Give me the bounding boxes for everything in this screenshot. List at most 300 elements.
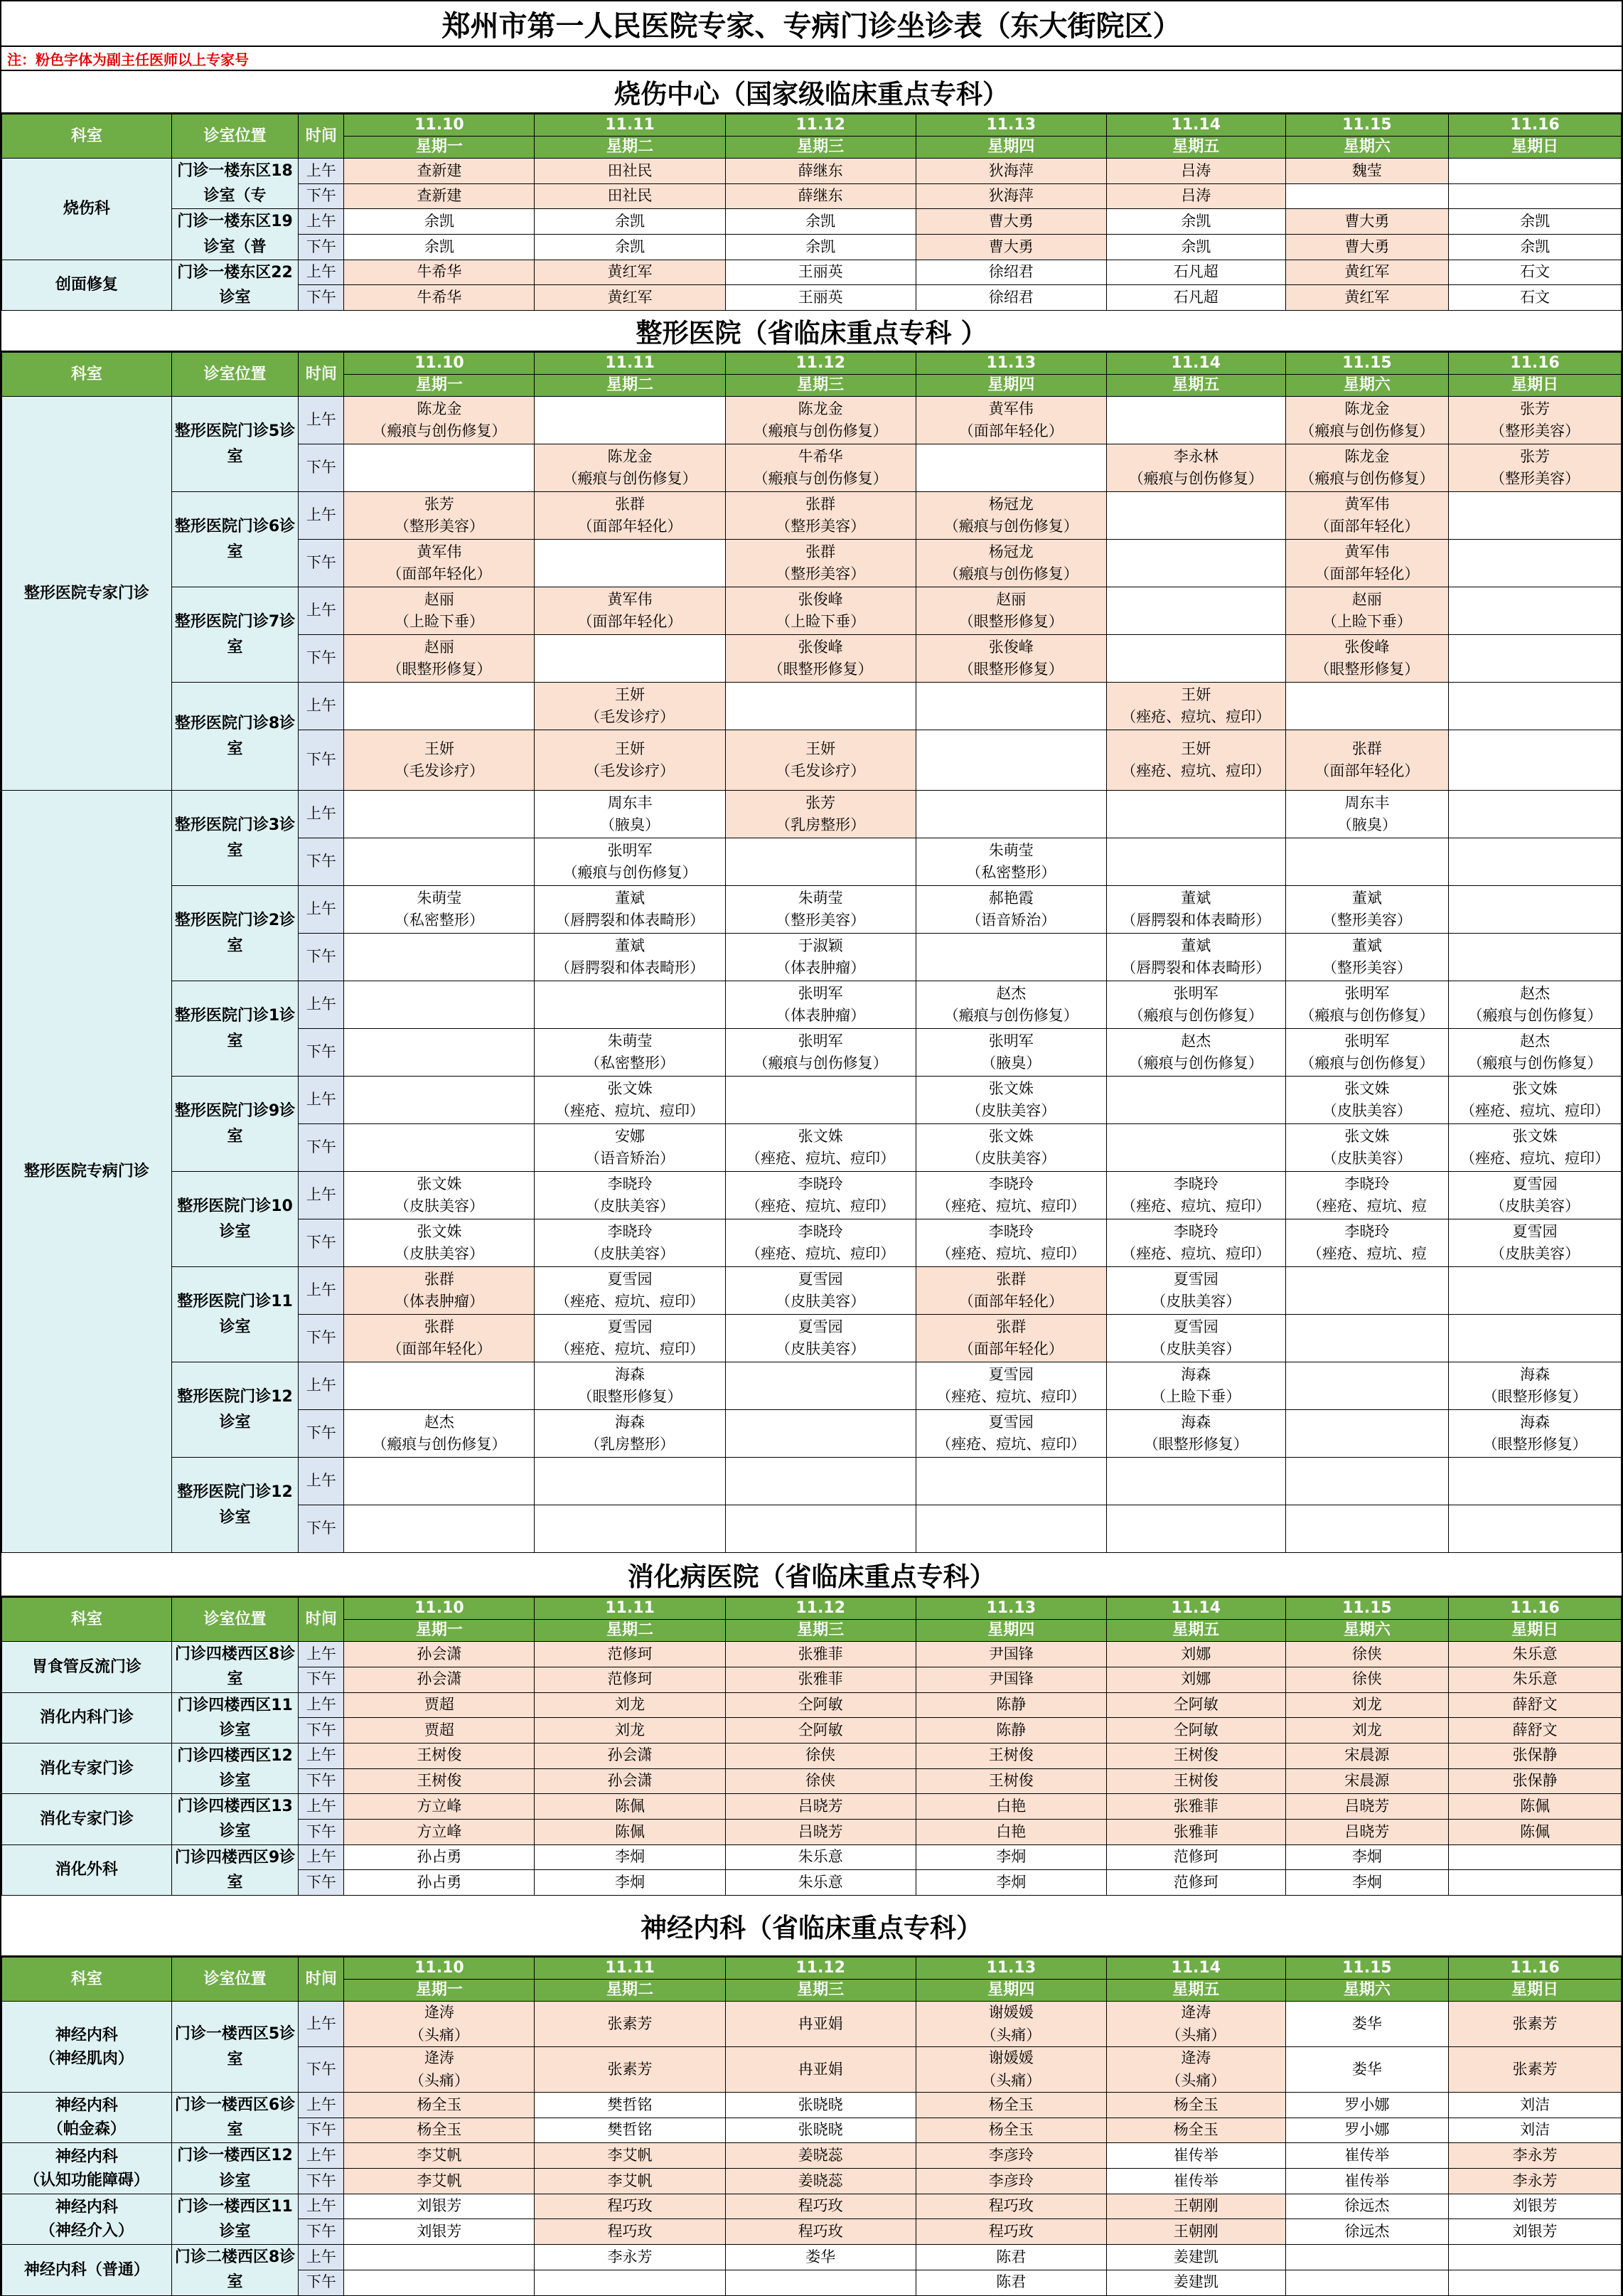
doctor-cell — [1106, 1794, 1285, 1820]
header-weekday: 星期六 — [1285, 375, 1449, 397]
doctor-cell — [725, 1768, 916, 1794]
session-time-cell: 下午 — [299, 1219, 344, 1267]
cell-line: 刘洁 — [1520, 2121, 1550, 2139]
cell-line: 杨全玉 — [417, 2095, 462, 2113]
cell-line: 李晓玲 — [1344, 1175, 1390, 1192]
cell-line: 陈龙金 — [1344, 447, 1390, 465]
cell-line: 徐侠 — [1351, 1670, 1382, 1688]
doctor-cell — [1285, 2169, 1449, 2194]
empty-cell — [916, 683, 1106, 730]
doctor-cell — [1285, 209, 1449, 235]
cell-line: 黄红军 — [1344, 289, 1390, 306]
cell-line: （瘢痕与创伤修复） — [1467, 1007, 1602, 1025]
cell-line: （唇腭裂和体表畸形） — [1121, 959, 1271, 977]
cell-line: （面部年轻化） — [958, 1340, 1064, 1358]
empty-cell — [535, 1505, 725, 1553]
cell-line: 查新建 — [417, 187, 462, 205]
session-time-cell: 下午 — [299, 285, 344, 311]
header-date: 11.13 — [916, 114, 1106, 137]
doctor-cell — [1449, 1667, 1622, 1692]
cell-line: 杨全玉 — [988, 2121, 1034, 2139]
cell-line: 神经内科（普通） — [23, 2260, 149, 2279]
header-date: 11.10 — [344, 353, 535, 375]
cell-line: 张雅菲 — [1173, 1822, 1218, 1840]
cell-line: （痤疮、痘坑、痘印） — [936, 1388, 1086, 1406]
doctor-cell — [344, 1692, 535, 1718]
cell-line: 王朝刚 — [1173, 2223, 1218, 2241]
room-cell: 整形医院门诊2诊室 — [171, 886, 299, 981]
cell-line: （瘢痕与创伤修复） — [943, 565, 1078, 583]
schedule-table — [1, 1597, 1622, 1896]
empty-cell — [344, 683, 535, 730]
empty-cell — [535, 397, 725, 444]
cell-line: （皮肤美容） — [1490, 1197, 1580, 1215]
cell-line: 余凯 — [615, 237, 646, 255]
doctor-cell — [1285, 2143, 1449, 2169]
doctor-cell — [725, 1794, 916, 1820]
cell-line: （唇腭裂和体表畸形） — [1121, 912, 1271, 929]
cell-line: 娄华 — [805, 2248, 836, 2265]
doctor-cell — [725, 1124, 916, 1172]
empty-cell — [344, 791, 535, 838]
cell-line: 王朝刚 — [1173, 2197, 1218, 2215]
doctor-cell — [1449, 260, 1622, 285]
cell-line: 余凯 — [1520, 237, 1550, 255]
doctor-cell — [535, 791, 725, 838]
empty-cell — [344, 981, 535, 1029]
doctor-cell — [1449, 397, 1622, 444]
cell-line: 海森 — [615, 1365, 646, 1383]
cell-line: 董斌 — [1181, 936, 1211, 954]
header-date: 11.15 — [1285, 114, 1449, 137]
cell-line: 张文姝 — [1344, 1079, 1390, 1097]
doctor-cell — [535, 235, 725, 260]
doctor-cell — [344, 260, 535, 285]
doctor-cell — [916, 159, 1106, 184]
empty-cell — [535, 540, 725, 587]
cell-line: 赵杰 — [996, 984, 1027, 1002]
doctor-cell — [535, 1124, 725, 1172]
empty-cell — [1285, 1267, 1449, 1315]
cell-line: 李彦玲 — [988, 2172, 1034, 2189]
cell-line: （头痛） — [1166, 2026, 1226, 2044]
cell-line: 夏雪园 — [798, 1318, 843, 1335]
cell-line: （皮肤美容） — [1490, 1245, 1580, 1263]
cell-line: （毛发诊疗） — [394, 762, 484, 780]
cell-line: 仝阿敏 — [798, 1696, 843, 1714]
cell-line: 陈佩 — [615, 1797, 646, 1815]
room-cell: 门诊四楼西区12诊室 — [171, 1743, 299, 1793]
header-weekday: 星期六 — [1285, 1980, 1449, 2002]
doctor-cell — [1285, 730, 1449, 791]
doctor-cell — [916, 1642, 1106, 1667]
doctor-cell — [1449, 1410, 1622, 1458]
doctor-cell — [1449, 1768, 1622, 1794]
cell-line: 张素芳 — [607, 2014, 653, 2032]
cell-line: 余凯 — [1181, 212, 1211, 230]
doctor-cell — [916, 1819, 1106, 1844]
cell-line: （头痛） — [409, 2026, 469, 2044]
cell-line: 徐绍君 — [988, 263, 1034, 281]
cell-line: 海森 — [1181, 1413, 1211, 1431]
header-weekday: 星期二 — [535, 137, 725, 159]
cell-line: 董斌 — [1351, 889, 1382, 907]
cell-line: 张群 — [615, 495, 646, 513]
doctor-cell — [916, 1410, 1106, 1458]
cell-line: 李晓玲 — [798, 1222, 843, 1240]
empty-cell — [725, 838, 916, 886]
session-time-cell: 下午 — [299, 2047, 344, 2093]
header-weekday: 星期三 — [725, 137, 916, 159]
doctor-cell — [725, 260, 916, 285]
cell-line: 徐绍君 — [988, 289, 1034, 306]
doctor-cell — [916, 1029, 1106, 1077]
room-cell: 门诊四楼西区9诊室 — [171, 1844, 299, 1895]
header-weekday: 星期三 — [725, 375, 916, 397]
cell-line: 崔传举 — [1173, 2172, 1218, 2189]
doctor-cell — [1449, 1819, 1622, 1844]
cell-line: 谢媛媛 — [988, 2004, 1034, 2021]
doctor-cell — [344, 587, 535, 635]
header-weekday: 星期一 — [344, 137, 535, 159]
cell-line: 神经内科 — [55, 2026, 118, 2044]
header-weekday: 星期三 — [725, 1620, 916, 1642]
cell-line: 海森 — [1520, 1413, 1550, 1431]
empty-cell — [1449, 1458, 1622, 1505]
cell-line: 刘银芳 — [1512, 2197, 1558, 2215]
doctor-cell — [344, 1743, 535, 1768]
cell-line: 刘银芳 — [417, 2197, 462, 2215]
doctor-cell — [344, 2002, 535, 2047]
doctor-cell — [1106, 683, 1285, 730]
header-date: 11.16 — [1449, 114, 1622, 137]
doctor-cell — [725, 2047, 916, 2093]
cell-line: （眼整形修复） — [958, 661, 1064, 678]
doctor-cell — [535, 1315, 725, 1362]
section-title: 消化病医院（省临床重点专科） — [1, 1553, 1622, 1597]
cell-line: 李艾帆 — [607, 2146, 653, 2164]
cell-line: （整形美容） — [776, 565, 866, 583]
cell-line: 石文 — [1520, 289, 1550, 306]
cell-line: 逄涛 — [1181, 2049, 1211, 2066]
doctor-cell — [1285, 1844, 1449, 1870]
doctor-cell — [344, 1718, 535, 1744]
empty-cell — [1285, 1315, 1449, 1362]
empty-cell — [1106, 397, 1285, 444]
doctor-cell — [535, 1667, 725, 1692]
room-cell: 整形医院门诊8诊室 — [171, 683, 299, 791]
cell-line: 范修珂 — [1173, 1873, 1218, 1891]
cell-line: （整形美容） — [394, 518, 484, 535]
header-weekday: 星期二 — [535, 1980, 725, 2002]
room-cell: 门诊一楼东区19诊室（普 — [171, 209, 299, 260]
department-cell — [2, 2143, 172, 2194]
doctor-cell — [1106, 2002, 1285, 2047]
cell-line: 张芳 — [1520, 400, 1550, 417]
session-time-cell: 下午 — [299, 1315, 344, 1362]
schedule-row — [2, 1267, 1622, 1315]
session-time-cell: 上午 — [299, 260, 344, 285]
doctor-cell — [1285, 1870, 1449, 1896]
department-cell — [2, 1642, 172, 1692]
cell-line: 崔传举 — [1173, 2146, 1218, 2164]
doctor-cell — [725, 209, 916, 235]
cell-line: （上睑下垂） — [1322, 613, 1412, 631]
doctor-cell — [725, 2219, 916, 2245]
cell-line: 夏雪园 — [988, 1413, 1034, 1431]
cell-line: 张明军 — [988, 1032, 1034, 1050]
doctor-cell — [725, 183, 916, 209]
header-weekday: 星期四 — [916, 137, 1106, 159]
cell-line: 杨全玉 — [417, 2121, 462, 2139]
doctor-cell — [916, 2002, 1106, 2047]
doctor-cell — [916, 2047, 1106, 2093]
cell-line: 神经内科 — [55, 2097, 118, 2115]
doctor-cell — [725, 587, 916, 635]
cell-line: 张晓晓 — [798, 2121, 843, 2139]
cell-line: 消化专家门诊 — [39, 1759, 134, 1778]
doctor-cell — [344, 886, 535, 934]
cell-line: 陈龙金 — [1344, 400, 1390, 417]
header-weekday: 星期五 — [1106, 1980, 1285, 2002]
doctor-cell — [1449, 2047, 1622, 2093]
cell-line: 樊哲铭 — [607, 2121, 653, 2139]
doctor-cell — [344, 159, 535, 184]
cell-line: 魏莹 — [1351, 161, 1382, 179]
cell-line: （痤疮、痘坑、痘 — [1307, 1245, 1427, 1263]
header-date: 11.12 — [725, 353, 916, 375]
cell-line: （眼整形修复） — [768, 661, 873, 678]
empty-cell — [344, 444, 535, 492]
header-date: 11.11 — [535, 353, 725, 375]
header-date: 11.10 — [344, 1598, 535, 1620]
cell-line: （皮肤美容） — [394, 1197, 484, 1215]
cell-line: 赵杰 — [1520, 1032, 1550, 1050]
cell-line: 曹大勇 — [1344, 212, 1390, 230]
doctor-cell — [344, 1794, 535, 1820]
header-room: 诊室位置 — [171, 1958, 299, 2002]
doctor-cell — [916, 2169, 1106, 2194]
cell-line: 徐侠 — [805, 1746, 836, 1764]
cell-line: 刘龙 — [615, 1721, 646, 1739]
doctor-cell — [1106, 260, 1285, 285]
cell-line: 陈龙金 — [798, 400, 843, 417]
cell-line: 余凯 — [1520, 212, 1550, 230]
cell-line: 杨冠龙 — [988, 543, 1034, 560]
doctor-cell — [916, 1743, 1106, 1768]
department-cell — [2, 1743, 172, 1793]
schedule-row — [2, 1794, 1622, 1820]
header-date: 11.10 — [344, 1958, 535, 1980]
session-time-cell: 下午 — [299, 934, 344, 981]
doctor-cell — [1106, 2118, 1285, 2143]
session-time-cell: 下午 — [299, 730, 344, 791]
cell-line: （痤疮、痘坑、痘印） — [936, 1197, 1086, 1215]
cell-line: 刘龙 — [1351, 1721, 1382, 1739]
header-weekday: 星期二 — [535, 1620, 725, 1642]
doctor-cell — [535, 886, 725, 934]
header-date: 11.10 — [344, 114, 535, 137]
header-weekday: 星期六 — [1285, 137, 1449, 159]
cell-line: 张芳 — [1520, 447, 1550, 465]
empty-cell — [344, 1029, 535, 1077]
cell-line: 董斌 — [1181, 889, 1211, 907]
session-time-cell: 下午 — [299, 1410, 344, 1458]
cell-line: （瘢痕与创伤修复） — [943, 518, 1078, 535]
cell-line: 王树俊 — [988, 1772, 1034, 1790]
cell-line: （眼整形修复） — [958, 613, 1064, 631]
cell-line: 王丽英 — [798, 289, 843, 306]
cell-line: （皮肤美容） — [1151, 1340, 1241, 1358]
doctor-cell — [1449, 1794, 1622, 1820]
cell-line: 夏雪园 — [607, 1270, 653, 1288]
cell-line: （瘢痕与创伤修复） — [562, 864, 697, 882]
doctor-cell — [725, 1029, 916, 1077]
doctor-cell — [916, 1315, 1106, 1362]
cell-line: （头痛） — [981, 2026, 1041, 2044]
header-dept: 科室 — [2, 353, 172, 397]
doctor-cell — [1449, 235, 1622, 260]
session-time-cell: 上午 — [299, 2143, 344, 2169]
empty-cell — [344, 2270, 535, 2295]
doctor-cell — [535, 1718, 725, 1744]
department-cell — [2, 791, 172, 1553]
empty-cell — [1449, 540, 1622, 587]
cell-line: 整形医院专病门诊 — [23, 1163, 149, 1181]
cell-line: （面部年轻化） — [1314, 762, 1420, 780]
cell-line: 程巧玫 — [798, 2197, 843, 2215]
cell-line: 徐侠 — [1351, 1645, 1382, 1662]
session-time-cell: 上午 — [299, 159, 344, 184]
cell-line: 朱乐意 — [1512, 1670, 1558, 1688]
doctor-cell — [344, 1667, 535, 1692]
doctor-cell — [1285, 235, 1449, 260]
room-cell: 门诊一楼东区18诊室（专 — [171, 159, 299, 209]
cell-line: 海森 — [1181, 1365, 1211, 1383]
cell-line: 范修珂 — [607, 1645, 653, 1662]
doctor-cell — [725, 2118, 916, 2143]
empty-cell — [1449, 683, 1622, 730]
session-time-cell: 上午 — [299, 2002, 344, 2047]
doctor-cell — [725, 1718, 916, 1744]
header-date: 11.14 — [1106, 114, 1285, 137]
room-cell: 整形医院门诊3诊室 — [171, 791, 299, 886]
doctor-cell — [1285, 2194, 1449, 2219]
doctor-cell — [535, 444, 725, 492]
cell-line: 张明军 — [1344, 1032, 1390, 1050]
header-date: 11.13 — [916, 353, 1106, 375]
doctor-cell — [1285, 587, 1449, 635]
schedule-row — [2, 587, 1622, 635]
room-cell: 门诊一楼西区6诊室 — [171, 2093, 299, 2143]
doctor-cell — [535, 2194, 725, 2219]
cell-line: （瘢痕与创伤修复） — [1128, 1007, 1263, 1025]
cell-line: 朱乐意 — [1512, 1645, 1558, 1662]
doctor-cell — [916, 2194, 1106, 2219]
cell-line: （头痛） — [981, 2071, 1041, 2089]
cell-line: 李炯 — [996, 1848, 1027, 1866]
header-time: 时间 — [299, 114, 344, 159]
cell-line: 张文姝 — [417, 1222, 462, 1240]
doctor-cell — [1285, 1819, 1449, 1844]
header-weekday: 星期二 — [535, 375, 725, 397]
room-cell: 门诊一楼西区11诊室 — [171, 2194, 299, 2244]
schedule-row — [2, 2194, 1622, 2219]
cell-line: 李炯 — [615, 1873, 646, 1891]
cell-line: （面部年轻化） — [577, 613, 682, 631]
doctor-cell — [1106, 1219, 1285, 1267]
doctor-cell — [725, 159, 916, 184]
header-date: 11.15 — [1285, 1958, 1449, 1980]
doctor-cell — [1285, 1692, 1449, 1718]
department-cell — [2, 2093, 172, 2143]
cell-line: 朱萌莹 — [417, 889, 462, 907]
cell-line: （私密整形） — [585, 1054, 675, 1072]
cell-line: 李永芳 — [607, 2248, 653, 2265]
doctor-cell — [1106, 886, 1285, 934]
header-date: 11.14 — [1106, 1598, 1285, 1620]
section-title: 整形医院（省临床重点专科 ） — [1, 311, 1622, 352]
cell-line: 神经内科 — [55, 2147, 118, 2166]
doctor-cell — [1106, 1642, 1285, 1667]
header-date: 11.11 — [535, 1958, 725, 1980]
cell-line: 王妍 — [615, 739, 646, 757]
cell-line: 吕晓芳 — [798, 1797, 843, 1815]
cell-line: 张俊峰 — [798, 590, 843, 608]
doctor-cell — [1106, 183, 1285, 209]
doctor-cell — [916, 1870, 1106, 1896]
header-dept: 科室 — [2, 114, 172, 159]
cell-line: 李晓玲 — [798, 1175, 843, 1192]
header-date: 11.15 — [1285, 1598, 1449, 1620]
cell-line: （痤疮、痘坑、痘印） — [936, 1436, 1086, 1453]
empty-cell — [1449, 1505, 1622, 1553]
doctor-cell — [1285, 397, 1449, 444]
cell-line: 李彦玲 — [988, 2146, 1034, 2164]
empty-cell — [725, 1458, 916, 1505]
doctor-cell — [1106, 2219, 1285, 2245]
session-time-cell: 上午 — [299, 397, 344, 444]
header-room: 诊室位置 — [171, 353, 299, 397]
schedule-row — [2, 2143, 1622, 2169]
empty-cell — [725, 1077, 916, 1124]
cell-line: （痤疮、痘坑、痘印） — [555, 1293, 705, 1310]
doctor-cell — [916, 209, 1106, 235]
empty-cell — [1106, 791, 1285, 838]
cell-line: 黄军伟 — [417, 543, 462, 560]
session-time-cell: 下午 — [299, 1124, 344, 1172]
doctor-cell — [1285, 2219, 1449, 2245]
doctor-cell — [1106, 2194, 1285, 2219]
cell-line: 刘娜 — [1181, 1645, 1211, 1662]
doctor-cell — [1449, 1077, 1622, 1124]
doctor-cell — [1449, 1362, 1622, 1410]
empty-cell — [535, 1458, 725, 1505]
doctor-cell — [535, 1768, 725, 1794]
cell-line: （瘢痕与创伤修复） — [943, 1007, 1078, 1025]
header-weekday: 星期四 — [916, 1980, 1106, 2002]
cell-line: 张晓晓 — [798, 2095, 843, 2113]
empty-cell — [1106, 587, 1285, 635]
doctor-cell — [916, 1844, 1106, 1870]
empty-cell — [916, 444, 1106, 492]
cell-line: 孙会潇 — [417, 1670, 462, 1688]
cell-line: 张保静 — [1512, 1746, 1558, 1764]
doctor-cell — [535, 2093, 725, 2118]
session-time-cell: 上午 — [299, 1844, 344, 1870]
doctor-cell — [1449, 285, 1622, 311]
cell-line: 烧伤科 — [63, 200, 110, 218]
